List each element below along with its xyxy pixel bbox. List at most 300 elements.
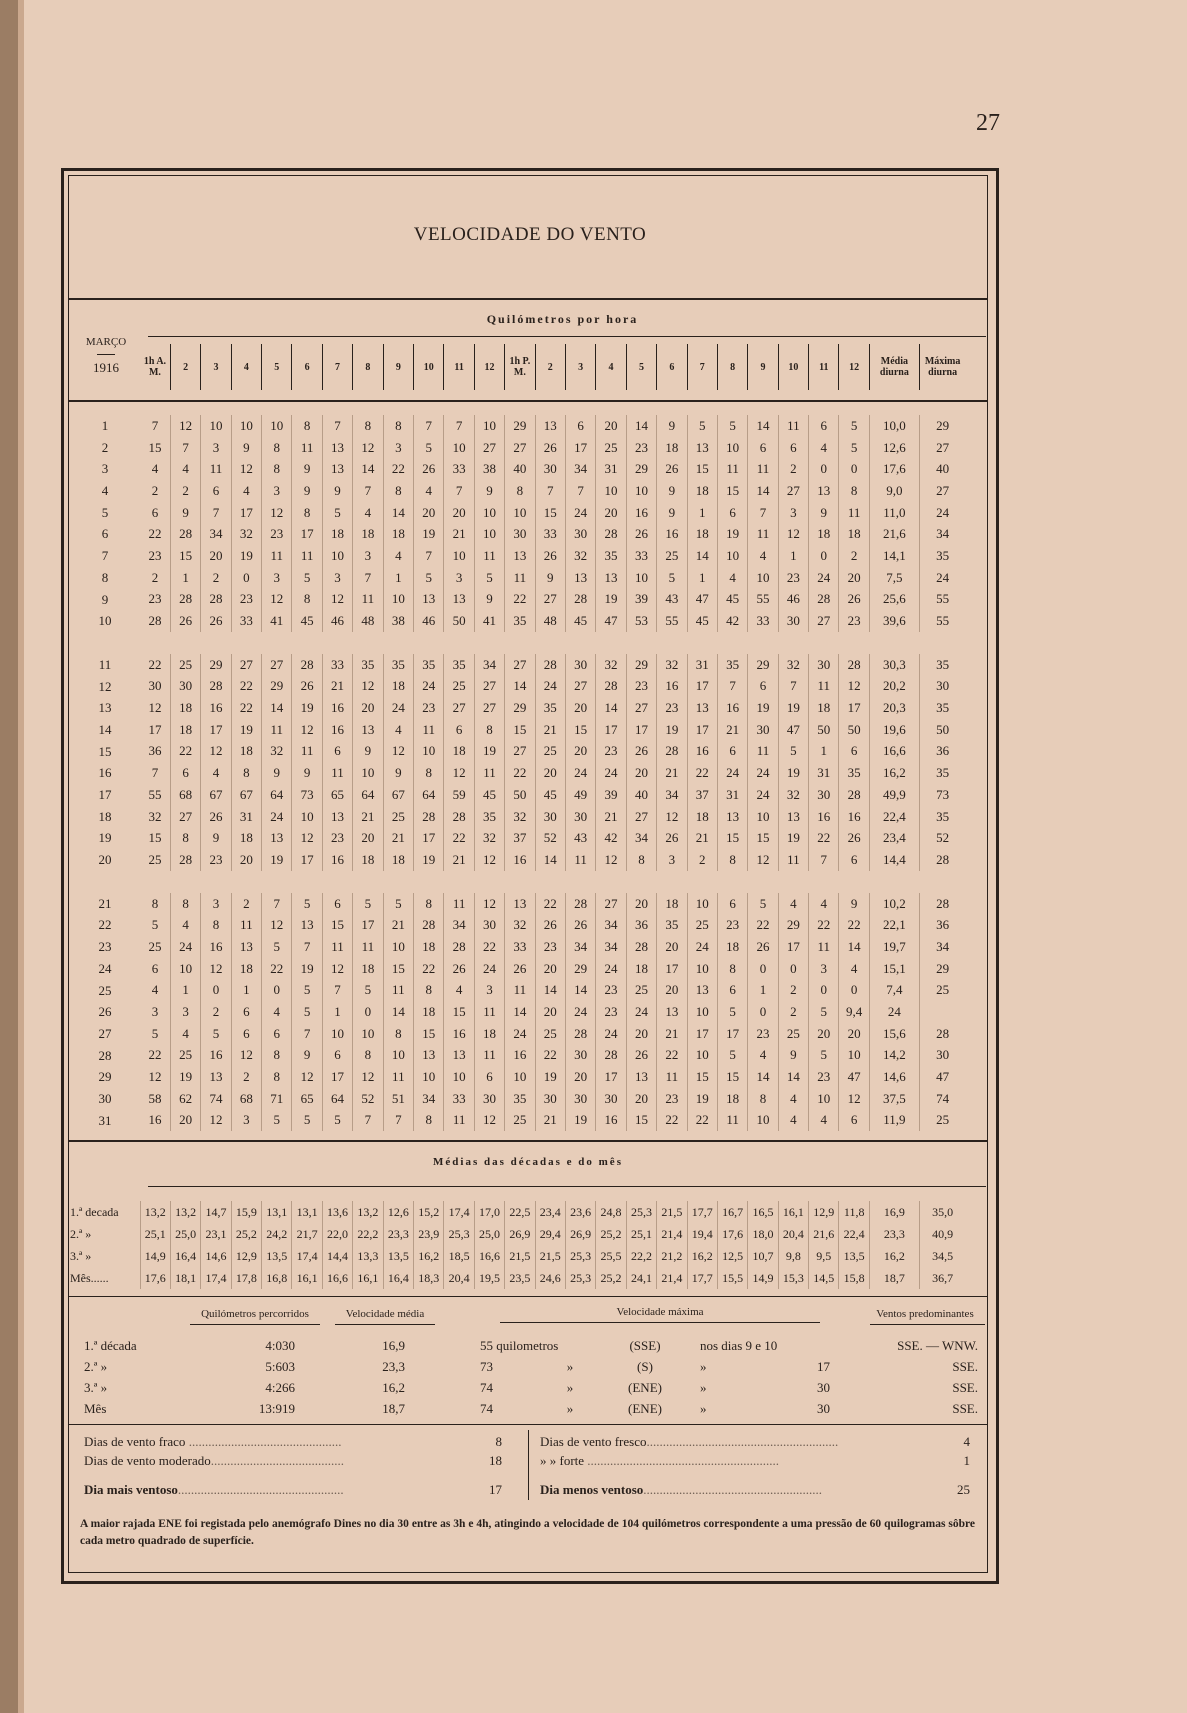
data-cell: 18: [170, 697, 200, 719]
data-cell: 30: [919, 676, 965, 698]
data-cell: 11,0: [869, 502, 919, 524]
data-cell: 12: [322, 958, 352, 980]
max-rule: [500, 1322, 820, 1323]
data-cell: 12: [353, 676, 383, 698]
data-cell: 19: [231, 719, 261, 741]
data-cell: 64: [322, 1088, 352, 1110]
data-cell: 48: [353, 610, 383, 632]
data-cell: 32: [474, 827, 504, 849]
header-rule: [68, 400, 988, 402]
data-cell: 21: [657, 762, 687, 784]
table-row: [140, 567, 965, 589]
data-cell: 30: [748, 719, 778, 741]
data-cell: 18: [383, 676, 413, 698]
data-cell: 14: [535, 849, 565, 871]
data-cell: 17: [322, 1066, 352, 1088]
data-cell: 22: [687, 762, 717, 784]
data-cell: 67: [383, 784, 413, 806]
data-cell: 19: [778, 762, 808, 784]
data-cell: 21: [383, 914, 413, 936]
summary-max: 74: [480, 1380, 493, 1395]
day-number: 17: [98, 787, 112, 802]
data-cell: 27: [919, 480, 965, 502]
data-cell: 23: [231, 589, 261, 611]
data-cell: 25: [170, 654, 200, 676]
data-cell: 20: [535, 762, 565, 784]
data-cell: 10: [353, 1023, 383, 1045]
data-cell: 9,0: [869, 480, 919, 502]
data-cell: 3: [151, 1004, 159, 1020]
data-cell: 10: [687, 893, 717, 915]
data-cell: 7: [292, 1023, 322, 1045]
data-cell: 20: [201, 545, 231, 567]
data-cell: 22: [657, 1045, 687, 1067]
data-cell: 27: [474, 437, 504, 459]
data-cell: 4: [170, 1023, 200, 1045]
data-cell: 4: [839, 958, 869, 980]
decade-cell: 18,1: [170, 1267, 200, 1289]
data-cell: 24: [748, 762, 778, 784]
data-cell: 9: [778, 1045, 808, 1067]
data-cell: 10: [201, 415, 231, 437]
data-cell: 0: [748, 1001, 778, 1023]
data-cell: 26: [626, 1045, 656, 1067]
data-cell: 7: [322, 980, 352, 1002]
data-cell: 23: [657, 1088, 687, 1110]
data-cell: 11: [505, 567, 535, 589]
data-cell: 3: [322, 567, 352, 589]
data-cell: 10: [322, 545, 352, 567]
data-cell: 11: [474, 762, 504, 784]
data-cell: 12: [474, 1110, 504, 1132]
data-cell: 19: [778, 827, 808, 849]
data-cell: 26: [444, 958, 474, 980]
decade-cell: 29,4: [535, 1223, 565, 1245]
data-cell: 5: [151, 917, 159, 933]
table-row: [140, 849, 965, 871]
data-cell: 0: [839, 458, 869, 480]
data-cell: 4: [748, 545, 778, 567]
data-cell: 5: [292, 980, 322, 1002]
data-cell: 1: [809, 741, 839, 763]
data-cell: 27: [505, 437, 535, 459]
data-cell: 28: [626, 936, 656, 958]
data-cell: 28: [148, 613, 162, 629]
data-cell: 13: [322, 806, 352, 828]
data-cell: 31: [596, 458, 626, 480]
data-cell: 6: [809, 415, 839, 437]
data-cell: 26: [748, 936, 778, 958]
data-cell: 15: [626, 1110, 656, 1132]
data-cell: 8: [170, 893, 200, 915]
decade-cell: 13,2: [170, 1201, 200, 1223]
decade-cell: 22,4: [839, 1223, 869, 1245]
menos-label: Dia menos ventoso: [540, 1482, 644, 1497]
page-edge: [18, 0, 24, 1713]
data-cell: 6: [839, 1110, 869, 1132]
decade-cell: 25,3: [565, 1245, 595, 1267]
data-cell: 19: [414, 849, 444, 871]
data-cell: 7: [353, 567, 383, 589]
data-cell: 22: [535, 1045, 565, 1067]
data-cell: 39: [596, 784, 626, 806]
summary-header-km: Quilómetros percorridos: [201, 1308, 309, 1320]
data-cell: 13: [505, 893, 535, 915]
decade-cell: 25,2: [596, 1267, 626, 1289]
data-cell: 21: [535, 1110, 565, 1132]
data-cell: 4: [778, 893, 808, 915]
data-cell: 30: [596, 1088, 626, 1110]
data-cell: 28: [565, 1023, 595, 1045]
decade-cell: 16,1: [292, 1267, 322, 1289]
data-cell: 19: [717, 523, 747, 545]
summary-days: 30: [817, 1401, 830, 1416]
data-cell: 15: [148, 830, 162, 846]
data-cell: 10,2: [869, 893, 919, 915]
data-cell: 31: [717, 784, 747, 806]
data-cell: 26: [535, 914, 565, 936]
fresco-value: 4: [963, 1434, 970, 1449]
data-cell: 18: [687, 806, 717, 828]
decade-cell: 11,8: [839, 1201, 869, 1223]
data-cell: 8: [292, 589, 322, 611]
data-cell: 18: [809, 523, 839, 545]
data-cell: 6: [717, 980, 747, 1002]
data-cell: 2: [231, 893, 261, 915]
hour-header-cell: 10: [778, 344, 808, 390]
month-divider: [97, 354, 115, 355]
decade-cell: 14,9: [748, 1267, 778, 1289]
data-cell: 4: [170, 914, 200, 936]
data-cell: 30: [505, 523, 535, 545]
data-cell: 18: [383, 523, 413, 545]
data-cell: 9: [809, 502, 839, 524]
data-cell: 15: [383, 958, 413, 980]
table-row: [140, 958, 965, 980]
mais-label: Dia mais ventoso: [84, 1482, 178, 1497]
data-cell: 29: [748, 654, 778, 676]
data-cell: 22: [657, 1110, 687, 1132]
data-cell: 30: [778, 610, 808, 632]
data-cell: 25: [535, 741, 565, 763]
data-cell: 15: [322, 914, 352, 936]
data-cell: 4: [170, 458, 200, 480]
hour-header-cell: 12: [839, 344, 869, 390]
data-cell: 3: [657, 849, 687, 871]
data-cell: 3: [262, 480, 292, 502]
data-cell: 0: [809, 545, 839, 567]
data-cell: 50: [809, 719, 839, 741]
data-cell: 8: [170, 827, 200, 849]
data-cell: 41: [474, 610, 504, 632]
data-cell: 8: [353, 415, 383, 437]
data-cell: 23: [839, 610, 869, 632]
table-title: VELOCIDADE DO VENTO: [413, 224, 647, 245]
data-cell: 25: [535, 1023, 565, 1045]
summary-max: 73: [480, 1359, 493, 1374]
data-cell: 4: [383, 719, 413, 741]
data-cell: 33: [535, 523, 565, 545]
data-cell: 4: [383, 545, 413, 567]
decade-cell: 25,1: [140, 1223, 170, 1245]
day-number: 29: [98, 1069, 112, 1085]
data-cell: 17: [687, 676, 717, 698]
data-cell: 12: [839, 676, 869, 698]
data-cell: 5: [748, 893, 778, 915]
data-cell: 36: [919, 914, 965, 936]
data-cell: 32: [778, 654, 808, 676]
day-number: 26: [98, 1004, 112, 1020]
data-cell: 35: [414, 654, 444, 676]
data-cell: 18: [717, 936, 747, 958]
data-cell: 14: [687, 545, 717, 567]
data-cell: 48: [535, 610, 565, 632]
data-cell: 9: [292, 762, 322, 784]
data-cell: 31: [231, 806, 261, 828]
data-cell: 27: [626, 806, 656, 828]
decade-cell: 21,5: [657, 1201, 687, 1223]
title-rule: [68, 298, 988, 300]
data-cell: 10: [353, 762, 383, 784]
data-cell: 55: [919, 610, 965, 632]
data-cell: 50: [919, 719, 965, 741]
day-number: 19: [98, 830, 112, 846]
decade-cell: 16,9: [869, 1201, 919, 1223]
data-cell: 14: [353, 458, 383, 480]
data-cell: 20: [231, 849, 261, 871]
data-cell: 33: [444, 458, 474, 480]
data-cell: 2: [170, 480, 200, 502]
data-cell: 74: [201, 1088, 231, 1110]
book-spine: [0, 0, 18, 1713]
data-cell: 9: [201, 827, 231, 849]
data-cell: 27: [626, 697, 656, 719]
hour-header-cell: 7: [687, 344, 717, 390]
data-cell: 10: [687, 1045, 717, 1067]
moderado-label: Dias de vento moderado: [84, 1453, 211, 1468]
summary-ditto: »: [566, 1359, 574, 1374]
data-cell: 22: [809, 914, 839, 936]
data-cell: 7: [535, 480, 565, 502]
table-row: [140, 893, 965, 915]
data-cell: 14,6: [869, 1066, 919, 1088]
data-cell: 22: [809, 827, 839, 849]
data-cell: 42: [717, 610, 747, 632]
data-cell: 18: [414, 936, 444, 958]
table-row: [140, 980, 965, 1002]
data-cell: 35: [839, 762, 869, 784]
decade-cell: 16,2: [414, 1245, 444, 1267]
data-cell: 18: [231, 741, 261, 763]
data-cell: 17: [687, 1023, 717, 1045]
data-cell: 10: [474, 415, 504, 437]
data-cell: 6: [839, 741, 869, 763]
decade-cell: 21,4: [657, 1223, 687, 1245]
data-cell: 6: [262, 1023, 292, 1045]
data-cell: 22: [170, 741, 200, 763]
data-cell: 46: [778, 589, 808, 611]
day-number: 18: [98, 808, 112, 824]
data-cell: 18: [353, 958, 383, 980]
data-cell: 27: [596, 893, 626, 915]
data-cell: 15: [148, 439, 162, 455]
day-number: 5: [101, 504, 109, 520]
data-cell: 30: [565, 654, 595, 676]
decade-cell: 16,8: [262, 1267, 292, 1289]
data-cell: 10: [383, 1045, 413, 1067]
data-cell: 67: [231, 784, 261, 806]
data-cell: 10: [292, 806, 322, 828]
data-cell: 0: [809, 458, 839, 480]
data-cell: 20: [626, 762, 656, 784]
decade-label: 1.ª decada: [70, 1204, 119, 1219]
data-cell: 14: [565, 980, 595, 1002]
data-cell: 14,2: [869, 1045, 919, 1067]
data-cell: 7: [414, 545, 444, 567]
data-cell: 5: [414, 437, 444, 459]
decade-cell: 13,3: [353, 1245, 383, 1267]
data-cell: 16: [657, 676, 687, 698]
data-cell: 25: [596, 437, 626, 459]
data-cell: 30: [535, 806, 565, 828]
table-row: [140, 654, 965, 676]
hour-header-cell: 12: [474, 344, 504, 390]
data-cell: 16: [444, 1023, 474, 1045]
page-number: 27: [976, 110, 1000, 136]
data-cell: 11: [778, 849, 808, 871]
table-row: [140, 914, 965, 936]
data-cell: 9: [839, 893, 869, 915]
data-cell: 49: [565, 784, 595, 806]
data-cell: 13: [687, 437, 717, 459]
data-cell: 23: [148, 547, 162, 563]
data-cell: 28: [809, 589, 839, 611]
day-number: 4: [101, 483, 109, 499]
data-cell: 26: [839, 827, 869, 849]
data-cell: 35: [919, 806, 965, 828]
data-cell: 24: [414, 676, 444, 698]
data-cell: 32: [262, 741, 292, 763]
data-cell: 71: [262, 1088, 292, 1110]
data-cell: 20: [170, 1110, 200, 1132]
data-cell: 28: [657, 741, 687, 763]
data-cell: 20: [414, 502, 444, 524]
data-cell: 30,3: [869, 654, 919, 676]
data-cell: 33: [748, 610, 778, 632]
data-cell: 5: [687, 415, 717, 437]
data-cell: 14: [748, 1066, 778, 1088]
data-cell: 24: [919, 567, 965, 589]
data-cell: 3: [353, 545, 383, 567]
decade-cell: 16,6: [474, 1245, 504, 1267]
data-cell: 3: [444, 567, 474, 589]
count-row-fresco: Dias de vento fresco...........................................................: [540, 1434, 839, 1449]
data-cell: 9: [292, 480, 322, 502]
data-cell: 17: [687, 719, 717, 741]
day-number: 25: [98, 982, 112, 998]
data-cell: 11: [657, 1066, 687, 1088]
data-cell: 18: [383, 849, 413, 871]
data-cell: 6: [474, 1066, 504, 1088]
data-cell: 18: [809, 697, 839, 719]
decade-cell: 20,4: [444, 1267, 474, 1289]
decade-cell: 14,4: [322, 1245, 352, 1267]
data-cell: 20: [444, 502, 474, 524]
data-cell: 35: [474, 806, 504, 828]
data-cell: 13: [535, 415, 565, 437]
data-cell: 19: [262, 849, 292, 871]
data-cell: 6: [778, 437, 808, 459]
data-cell: 3: [778, 502, 808, 524]
data-cell: 22,4: [869, 806, 919, 828]
data-cell: 29: [505, 415, 535, 437]
summary-header-avg: Velocidade média: [345, 1308, 425, 1320]
data-cell: 19,7: [869, 936, 919, 958]
decade-cell: 18,7: [869, 1267, 919, 1289]
day-number: 7: [101, 548, 109, 564]
data-cell: 9: [474, 480, 504, 502]
data-cell: 21: [322, 676, 352, 698]
data-cell: 39,6: [869, 610, 919, 632]
data-cell: 10: [414, 741, 444, 763]
decade-cell: 12,9: [231, 1245, 261, 1267]
data-cell: 34: [626, 827, 656, 849]
decade-cell: 17,4: [444, 1201, 474, 1223]
data-cell: 16,2: [869, 762, 919, 784]
data-cell: 23: [322, 827, 352, 849]
data-cell: 35: [444, 654, 474, 676]
data-cell: 17,6: [869, 458, 919, 480]
data-cell: 11: [322, 936, 352, 958]
data-cell: 14: [748, 415, 778, 437]
data-cell: 1: [231, 980, 261, 1002]
data-cell: 15: [717, 1066, 747, 1088]
decade-rule: [148, 1186, 986, 1187]
data-cell: 19: [657, 719, 687, 741]
data-cell: 20: [565, 697, 595, 719]
decade-cell: 25,0: [474, 1223, 504, 1245]
data-cell: 25: [687, 914, 717, 936]
data-cell: 20: [565, 1066, 595, 1088]
data-cell: 12: [201, 1110, 231, 1132]
data-cell: 23: [262, 523, 292, 545]
hour-header-cell: 8: [353, 344, 383, 390]
data-cell: 0: [262, 980, 292, 1002]
data-cell: 9: [657, 480, 687, 502]
data-cell: 15: [414, 1023, 444, 1045]
data-cell: 29: [778, 914, 808, 936]
data-cell: 6: [151, 960, 159, 976]
data-cell: 21: [444, 523, 474, 545]
data-cell: 12: [148, 700, 162, 716]
data-cell: 9: [474, 589, 504, 611]
decade-cell: 12,9: [809, 1201, 839, 1223]
data-cell: 21: [383, 827, 413, 849]
decade-cell: 21,6: [809, 1223, 839, 1245]
decade-cell: 16,7: [717, 1201, 747, 1223]
data-cell: 27: [778, 480, 808, 502]
decade-cell: 13,5: [262, 1245, 292, 1267]
data-cell: 7: [151, 417, 159, 433]
data-cell: 8: [201, 914, 231, 936]
data-cell: 3: [201, 437, 231, 459]
data-cell: 11: [262, 719, 292, 741]
data-cell: 0: [231, 567, 261, 589]
data-cell: 16: [809, 806, 839, 828]
summary-km: 4:266: [265, 1380, 295, 1395]
data-cell: 32: [505, 806, 535, 828]
data-cell: 4: [151, 461, 159, 477]
